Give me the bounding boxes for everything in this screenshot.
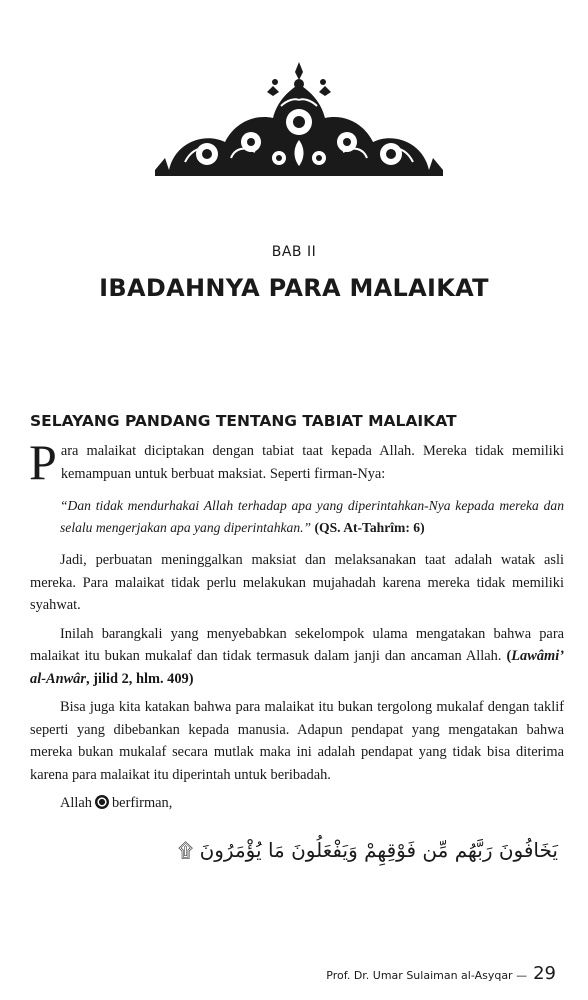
page-number: 29: [533, 963, 556, 984]
chapter-title: IBADAHNYA PARA MALAIKAT: [99, 274, 489, 302]
paragraph-intro-text: ara malaikat diciptakan dengan tabiat taat kepada Allah. Mereka tidak memiliki kemampuan untuk berbuat maksiat. Seperti firman-Nya:: [60, 443, 564, 482]
paragraph-5: [30, 792, 564, 815]
section-heading: SELAYANG PANDANG TENTANG TABIAT MALAIKAT: [30, 412, 457, 430]
quote-text: “Dan tidak mendurhakai Allah terhadap apa yang diperintahkan-Nya kepada mereka dan selalu mengerjakan apa yang diperintahkan.”: [60, 498, 564, 535]
paragraph-2: Jadi, perbuatan meninggalkan maksiat dan melaksanakan taat adalah watak asli mereka. Para malaikat tidak perlu melakukan mujahadah karena mereka tidak memiliki syahwat.: [30, 552, 564, 613]
arabic-verse: يَخَافُونَ رَبَّهُم مِّن فَوْقِهِمْ وَيَفْعَلُونَ مَا يُؤْمَرُونَ ۩: [178, 838, 558, 862]
paragraph-4: Bisa juga kita katakan bahwa para malaikat itu bukan tergolong mukalaf dengan taklif seperti yang dibebankan kepada manusia. Adapun pendapat yang mengatakan bahwa mereka bukan mukalaf secara mutlak maka ini adalah pendapat yang tidak bisa diterima karena para malaikat itu diperintah untuk beribadah.: [30, 699, 564, 783]
reference-title: Lawâmi’ al-Anwâr: [30, 648, 564, 687]
chapter-label: BAB II: [271, 244, 317, 260]
paragraph-intro: [29, 434, 564, 490]
paragraph-3: [30, 623, 564, 691]
reference-detail: , jilid 2, hlm. 409): [85, 670, 194, 687]
paragraph-3-reference: (Lawâmi’ al-Anwâr, jilid 2, hlm. 409): [30, 648, 564, 687]
paragraph-5-after: berfirman,: [111, 795, 173, 811]
body-text: [29, 434, 564, 821]
ornament-header-icon: [155, 62, 443, 182]
subhanahu-symbol-icon: [95, 795, 109, 809]
quran-quote: [60, 495, 564, 539]
quote-reference: (QS. At-Tahrîm: 6): [314, 520, 425, 535]
paragraph-3-text: Inilah barangkali yang menyebabkan sekelompok ulama mengatakan bahwa para malaikat itu bukan mukalaf dan tidak termasuk dalam janji dan ancaman Allah.: [30, 625, 564, 664]
page-footer: [326, 963, 556, 984]
footer-author: Prof. Dr. Umar Sulaiman al-Asyqar —: [326, 969, 528, 982]
drop-cap: P: [29, 434, 57, 490]
paragraph-5-before: Allah: [60, 795, 92, 811]
